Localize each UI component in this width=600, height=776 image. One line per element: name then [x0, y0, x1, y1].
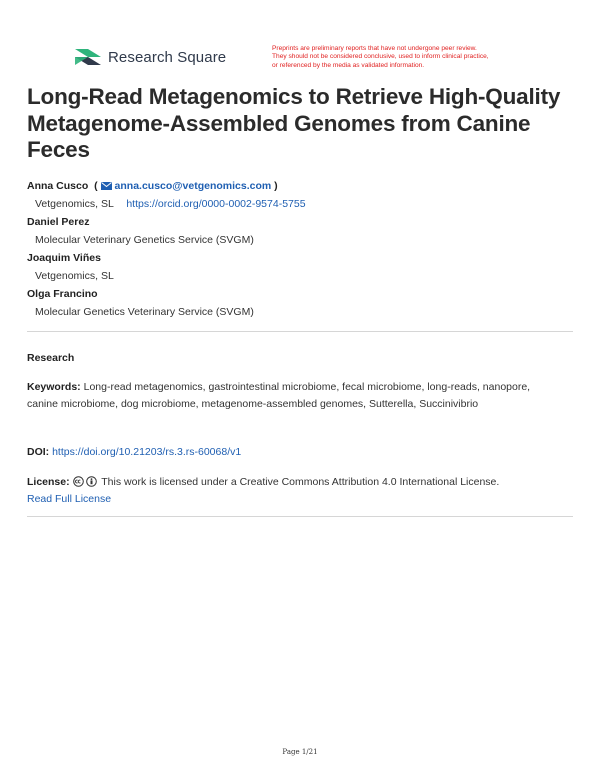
author-entry	[27, 252, 577, 282]
author-name: Joaquim Viñes	[27, 252, 101, 264]
keywords-label: Keywords:	[27, 381, 81, 393]
author-affiliation: Molecular Genetics Veterinary Service (SVGM)	[35, 306, 254, 318]
article-type: Research	[27, 352, 75, 364]
license	[27, 474, 557, 507]
research-square-logo-icon	[74, 46, 102, 68]
doi-label: DOI:	[27, 446, 50, 458]
license-label: License:	[27, 476, 70, 488]
author-entry	[27, 180, 577, 210]
cc-by-icon	[86, 476, 97, 487]
author-name-row	[27, 180, 577, 192]
license-text: This work is licensed under a Creative Commons Attribution 4.0 International License.	[101, 476, 500, 488]
divider	[27, 516, 573, 517]
author-affiliation-row	[35, 198, 577, 210]
author-name: Anna Cusco	[27, 180, 89, 192]
page-number: Page 1/21	[282, 748, 318, 756]
disclaimer-line: or referenced by the media as validated information.	[272, 61, 425, 69]
disclaimer-line: They should not be considered conclusive, used to inform clinical practice,	[272, 53, 489, 61]
disclaimer-line: Preprints are preliminary reports that have not undergone peer review.	[272, 45, 477, 52]
doi	[27, 444, 557, 461]
cc-icon	[73, 476, 84, 487]
author-email-group: ( anna.cusco@vetgenomics.com )	[91, 180, 278, 192]
brand-name: Research Square	[108, 48, 227, 66]
research-square-logo[interactable]	[74, 46, 226, 68]
paper-title: Long-Read Metagenomics to Retrieve High-Quality Metagenome-Assembled Genomes from Canine Feces	[27, 84, 561, 162]
preprint-disclaimer	[272, 45, 562, 70]
author-email-link[interactable]: anna.cusco@vetgenomics.com	[114, 180, 272, 192]
read-full-license-link[interactable]: Read Full License	[27, 492, 112, 505]
doi-link[interactable]: https://doi.org/10.21203/rs.3.rs-60068/v1	[52, 446, 242, 458]
envelope-icon	[101, 182, 112, 190]
keywords	[27, 379, 557, 412]
orcid-link[interactable]: https://orcid.org/0000-0002-9574-5755	[126, 198, 306, 210]
author-entry	[27, 288, 577, 318]
author-name: Olga Francino	[27, 288, 98, 300]
author-list	[27, 180, 577, 324]
author-affiliation: Vetgenomics, SL	[35, 198, 114, 210]
author-affiliation: Molecular Veterinary Genetics Service (SVGM)	[35, 234, 254, 246]
keywords-text: Long-read metagenomics, gastrointestinal microbiome, fecal microbiome, long-reads, nanopore, canine microbiome, dog microbiome, metagenome-assembled genomes, Sutterella, Succinivibrio	[27, 381, 531, 410]
author-name: Daniel Perez	[27, 216, 90, 228]
divider	[27, 331, 573, 332]
author-affiliation: Vetgenomics, SL	[35, 270, 114, 282]
author-entry	[27, 216, 577, 246]
